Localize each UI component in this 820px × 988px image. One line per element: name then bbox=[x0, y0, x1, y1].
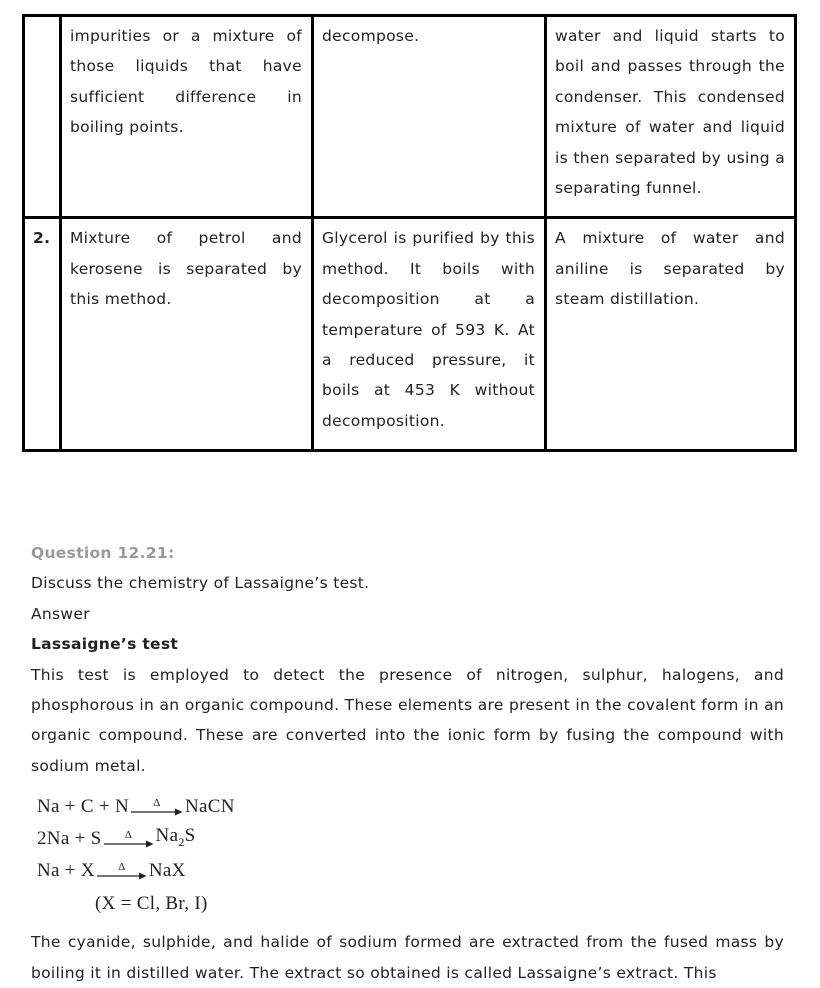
equation-lhs: Na + X bbox=[37, 860, 95, 882]
table-cell: Mixture of petrol and kerosene is separated by this method. bbox=[61, 218, 313, 451]
condition-text: (X = Cl, Br, I) bbox=[95, 893, 208, 915]
equation-lhs: 2Na + S bbox=[37, 828, 102, 850]
answer-title: Lassaigne’s test bbox=[31, 635, 179, 654]
question-text: Discuss the chemistry of Lassaigne’s test. bbox=[31, 574, 370, 593]
heat-symbol: Δ bbox=[124, 829, 133, 842]
reaction-arrow bbox=[131, 798, 183, 816]
table-row bbox=[24, 16, 796, 218]
reaction-arrow bbox=[104, 830, 154, 848]
arrow-icon bbox=[104, 840, 154, 848]
equation-lhs: Na + C + N bbox=[37, 796, 129, 818]
equation-rhs-main: Na bbox=[155, 825, 179, 847]
table-cell: impurities or a mixture of those liquids that have sufficient difference in boiling points. bbox=[61, 16, 313, 218]
methods-table-container bbox=[22, 14, 794, 452]
answer-paragraph: This test is employed to detect the presence of nitrogen, sulphur, halogens, and phosphorous in an organic compound. These elements are present in the covalent form in an organic compound. These are converted into the ionic form by fusing the compound with sodium metal. bbox=[31, 665, 784, 775]
table-cell: A mixture of water and aniline is separated by steam distillation. bbox=[546, 218, 796, 451]
arrow-icon bbox=[97, 872, 147, 880]
equation-cyanide bbox=[37, 791, 784, 823]
halogen-condition bbox=[37, 887, 784, 921]
table-row bbox=[24, 218, 796, 451]
row-number bbox=[24, 16, 61, 218]
table-cell: Glycerol is purified by this method. It boils with decomposition at a temperature of 593 K. At a reduced pressure, it boils at 453 K without decomposition. bbox=[313, 218, 546, 451]
arrow-icon bbox=[131, 808, 183, 816]
equation-rhs: NaX bbox=[148, 860, 186, 882]
reaction-arrow bbox=[97, 862, 147, 880]
table-cell: water and liquid starts to boil and passes through the condenser. This condensed mixture of water and liquid is then separated by using a separating funnel. bbox=[546, 16, 796, 218]
equation-sulphide bbox=[37, 823, 784, 855]
methods-table bbox=[22, 14, 797, 452]
heat-symbol: Δ bbox=[153, 797, 161, 810]
question-heading: Question 12.21: bbox=[31, 544, 175, 562]
reaction-equations bbox=[37, 791, 784, 921]
question-section bbox=[31, 538, 784, 988]
answer-label: Answer bbox=[31, 604, 90, 623]
equation-rhs bbox=[156, 821, 196, 857]
equation-subscript: 2 bbox=[178, 834, 185, 849]
row-number: 2. bbox=[24, 218, 61, 451]
heat-symbol: Δ bbox=[118, 861, 126, 874]
table-cell: decompose. bbox=[313, 16, 546, 218]
equation-rhs-end: S bbox=[184, 825, 196, 847]
equation-halide bbox=[37, 855, 784, 887]
equation-rhs: NaCN bbox=[184, 796, 235, 818]
answer-paragraph: The cyanide, sulphide, and halide of sodium formed are extracted from the fused mass by boiling it in distilled water. The extract so obtained is called Lassaigne’s extract. This bbox=[31, 933, 784, 982]
